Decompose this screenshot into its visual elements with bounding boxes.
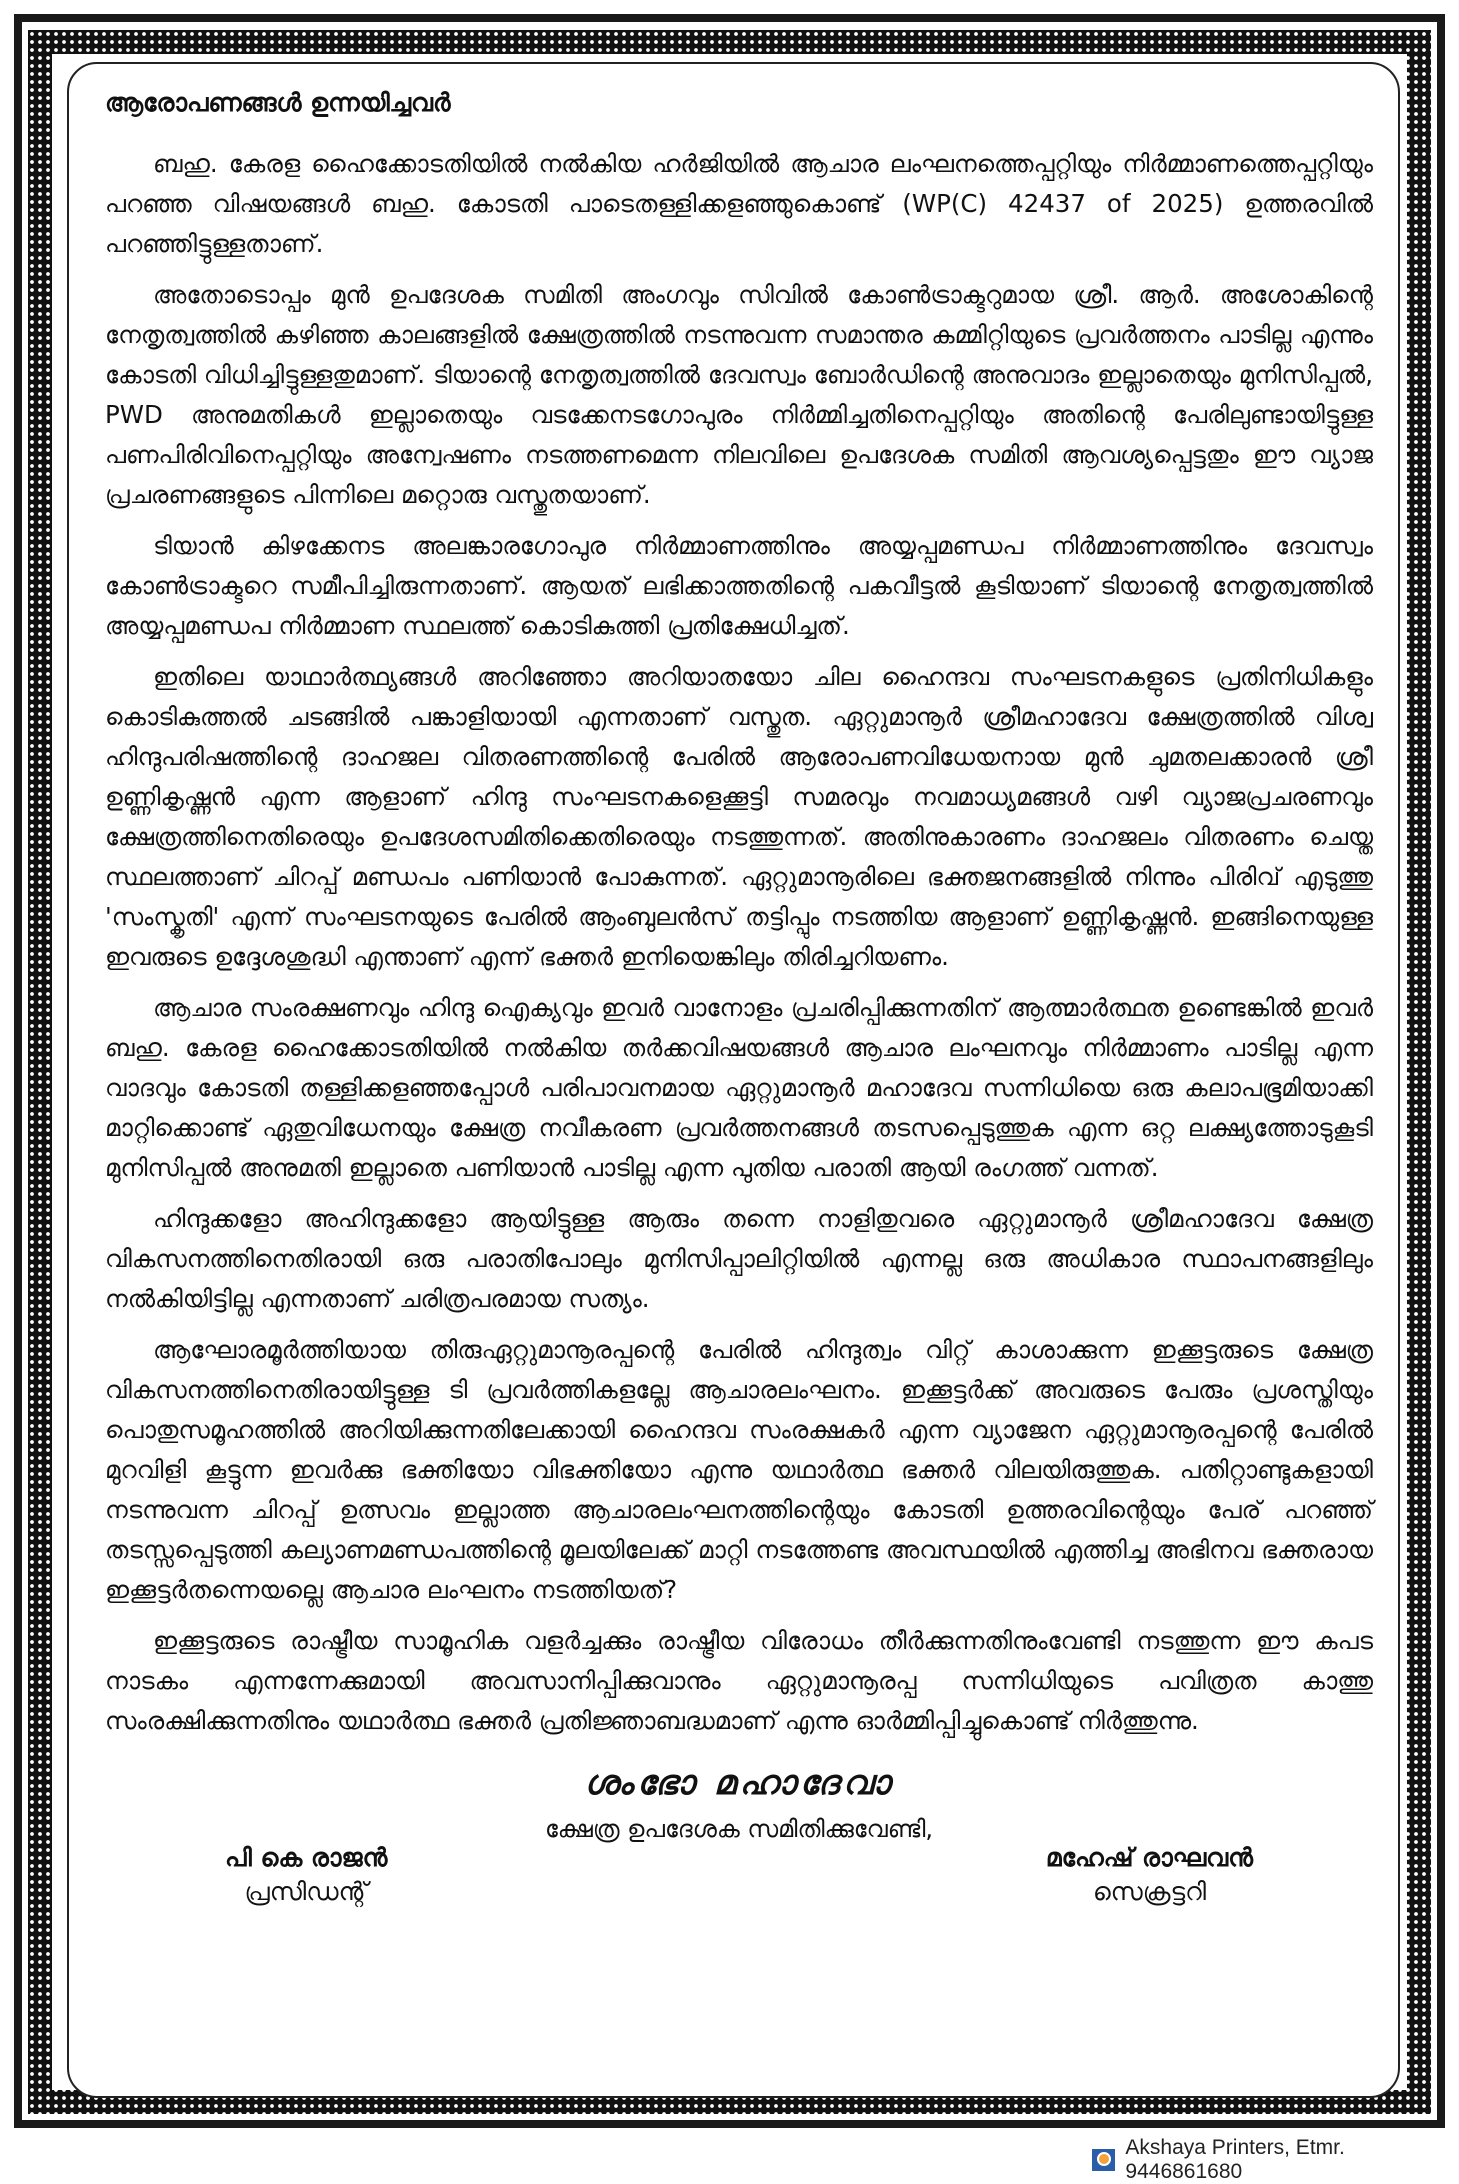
signatory-name: മഹേഷ് രാഘവൻ [1045, 1843, 1253, 1872]
signatory-president [225, 1843, 387, 1907]
paragraph: ഹിന്ദുക്കളോ അഹിന്ദുക്കളോ ആയിട്ടുള്ള ആരും തന്നെ നാളിതുവരെ ഏറ്റുമാനൂർ ശ്രീമഹാദേവ ക്ഷേത്ര വികസനത്തിനെതിരായി ഒരു പരാതിപോലും മുനിസിപ്പാലിറ്റിയിൽ എന്നല്ല ഒരു അധികാര സ്ഥാപനങ്ങളിലും നൽകിയിട്ടില്ല എന്നതാണ് ചരിത്രപരമായ സത്യം. [105, 1204, 1373, 1313]
printer-footer [1092, 2136, 1459, 2184]
signatory-role: പ്രസിഡന്റ് [244, 1877, 368, 1906]
paragraph: ഇതിലെ യാഥാർത്ഥ്യങ്ങൾ അറിഞ്ഞോ അറിയാതയോ ചില ഹൈന്ദവ സംഘടനകളുടെ പ്രതിനിധികളും കൊടികുത്തൽ ചടങ്ങിൽ പങ്കാളിയായി എന്നതാണ് വസ്തുത. ഏറ്റുമാനൂർ ശ്രീമഹാദേവ ക്ഷേത്രത്തിൽ വിശ്വ ഹിന്ദുപരിഷത്തിന്റെ ദാഹജല വിതരണത്തിന്റെ പേരിൽ ആരോപണവിധേയനായ മുൻ ചുമതലക്കാരൻ ശ്രീ ഉണ്ണികൃഷ്ണൻ എന്ന ആളാണ് ഹിന്ദു സംഘടനകളെക്കൂട്ടി സമരവും നവമാധ്യമങ്ങൾ വഴി വ്യാജപ്രചരണവും ക്ഷേത്രത്തിനെതിരെയും ഉപദേശസമിതിക്കെതിരെയും നടത്തുന്നത്. അതിനുകാരണം ദാഹജലം വിതരണം ചെയ്ത സ്ഥലത്താണ് ചിറപ്പ് മണ്ഡപം പണിയാൻ പോകുന്നത്. ഏറ്റുമാനൂരിലെ ഭക്തജനങ്ങളിൽ നിന്നും പിരിവ് എടുത്തു 'സംസ്കൃതി' എന്ന് സംഘടനയുടെ പേരിൽ ആംബുലൻസ് തട്ടിപ്പും നടത്തിയ ആളാണ് ഉണ്ണികൃഷ്ണൻ. ഇങ്ങിനെയുള്ള ഇവരുടെ ഉദ്ദേശശുദ്ധി എന്താണ് എന്ന് ഭക്തർ ഇനിയെങ്കിലും തിരിച്ചറിയണം. [105, 662, 1373, 971]
signatory-name: പി കെ രാജൻ [225, 1843, 388, 1872]
paragraph: ഇക്കൂട്ടരുടെ രാഷ്ട്രീയ സാമൂഹിക വളർച്ചക്കും രാഷ്ട്രീയ വിരോധം തീർക്കുന്നതിനുംവേണ്ടി നടത്തുന്ന ഈ കപട നാടകം എന്നന്നേക്കുമായി അവസാനിപ്പിക്കുവാനും ഏറ്റുമാനൂരപ്പ സന്നിധിയുടെ പവിത്രത കാത്തു സംരക്ഷിക്കുന്നതിനും യഥാർത്ഥ ഭക്തർ പ്രതിജ്ഞാബദ്ധമാണ് എന്നു ഓർമ്മിപ്പിച്ചുകൊണ്ട് നിർത്തുന്നു. [105, 1626, 1373, 1735]
notice-content [105, 88, 1373, 1933]
paragraph: ആഘോരമൂർത്തിയായ തിരുഏറ്റുമാനൂരപ്പന്റെ പേരിൽ ഹിന്ദുത്വം വിറ്റ് കാശാക്കുന്ന ഇക്കൂട്ടരുടെ ക്ഷേത്ര വികസനത്തിനെതിരായിട്ടുള്ള ടി പ്രവർത്തികളല്ലേ ആചാരലംഘനം. ഇക്കൂട്ടർക്ക് അവരുടെ പേരും പ്രശസ്തിയും പൊതുസമൂഹത്തിൽ അറിയിക്കുന്നതിലേക്കായി ഹൈന്ദവ സംരക്ഷകർ എന്ന വ്യാജേന ഏറ്റുമാനൂരപ്പന്റെ പേരിൽ മുറവിളി കൂട്ടുന്ന ഇവർക്കു ഭക്തിയോ വിഭക്തിയോ എന്നു യഥാർത്ഥ ഭക്തർ വിലയിരുത്തുക. പതിറ്റാണ്ടുകളായി നടന്നുവന്ന ചിറപ്പ് ഉത്സവം ഇല്ലാത്ത ആചാരലംഘനത്തിന്റെയും കോടതി ഉത്തരവിന്റെയും പേര് പറഞ്ഞ് തടസ്സപ്പെടുത്തി കല്യാണമണ്ഡപത്തിന്റെ മൂലയിലേക്ക് മാറ്റി നടത്തേണ്ട അവസ്ഥയിൽ എത്തിച്ച അഭിനവ ഭക്തരായ ഇക്കൂട്ടർതന്നെയല്ലെ ആചാര ലംഘനം നടത്തിയത്? [105, 1335, 1373, 1604]
printer-credit: Akshaya Printers, Etmr. 9446861680 [1125, 2136, 1345, 2183]
paragraph: ടിയാൻ കിഴക്കേനട അലങ്കാരഗോപുര നിർമ്മാണത്തിനും അയ്യപ്പമണ്ഡപ നിർമ്മാണത്തിനും ദേവസ്വം കോൺട്രാക്ടറെ സമീപിച്ചിരുന്നതാണ്. ആയത് ലഭിക്കാത്തതിന്റെ പകവീട്ടൽ കൂടിയാണ് ടിയാന്റെ നേതൃത്വത്തിൽ അയ്യപ്പമണ്ഡപ നിർമ്മാണ സ്ഥലത്ത് കൊടികുത്തി പ്രതിക്ഷേധിച്ചത്. [105, 531, 1373, 640]
paragraph: അതോടൊപ്പം മുൻ ഉപദേശക സമിതി അംഗവും സിവിൽ കോൺട്രാക്ടറുമായ ശ്രീ. ആർ. അശോകിന്റെ നേതൃത്വത്തിൽ കഴിഞ്ഞ കാലങ്ങളിൽ ക്ഷേത്രത്തിൽ നടന്നുവന്ന സമാന്തര കമ്മിറ്റിയുടെ പ്രവർത്തനം പാടില്ല എന്നും കോടതി വിധിച്ചിട്ടുള്ളതുമാണ്. ടിയാന്റെ നേതൃത്വത്തിൽ ദേവസ്വം ബോർഡിന്റെ അനുവാദം ഇല്ലാതെയും മുനിസിപ്പൽ, PWD അനുമതികൾ ഇല്ലാതെയും വടക്കേനടഗോപുരം നിർമ്മിച്ചതിനെപ്പറ്റിയും അതിന്റെ പേരിലുണ്ടായിട്ടുള്ള പണപിരിവിനെപ്പറ്റിയും അന്വേഷണം നടത്തണമെന്ന നിലവിലെ ഉപദേശക സമിതി ആവശ്യപ്പെട്ടതും ഈ വ്യാജ പ്രചരണങ്ങളുടെ പിന്നിലെ മറ്റൊരു വസ്തുതയാണ്. [105, 280, 1373, 509]
paragraph: ബഹു. കേരള ഹൈക്കോടതിയിൽ നൽകിയ ഹർജിയിൽ ആചാര ലംഘനത്തെപ്പറ്റിയും നിർമ്മാണത്തെപ്പറ്റിയും പറഞ്ഞ വിഷയങ്ങൾ ബഹു. കോടതി പാടെതള്ളിക്കളഞ്ഞുകൊണ്ട് (WP(C) 42437 of 2025) ഉത്തരവിൽ പറഞ്ഞിട്ടുള്ളതാണ്. [105, 149, 1373, 258]
on-behalf-line: ക്ഷേത്ര ഉപദേശക സമിതിക്കുവേണ്ടി, [544, 1815, 934, 1843]
closing-invocation: ശംഭോ മഹാദേവാ [584, 1763, 894, 1803]
signatory-role: സെക്രട്ടറി [1092, 1877, 1207, 1906]
signatory-secretary [1046, 1843, 1253, 1907]
signatures [105, 1843, 1373, 1933]
notice-title: ആരോപണങ്ങൾ ഉന്നയിച്ചവർ [105, 88, 451, 117]
paragraph: ആചാര സംരക്ഷണവും ഹിന്ദു ഐക്യവും ഇവർ വാനോളം പ്രചരിപ്പിക്കുന്നതിന് ആത്മാർത്ഥത ഉണ്ടെങ്കിൽ ഇവർ ബഹു. കേരള ഹൈക്കോടതിയിൽ നൽകിയ തർക്കവിഷയങ്ങൾ ആചാര ലംഘനവും നിർമ്മാണം പാടില്ല എന്ന വാദവും കോടതി തള്ളിക്കളഞ്ഞപ്പോൾ പരിപാവനമായ ഏറ്റുമാനൂർ മഹാദേവ സന്നിധിയെ ഒരു കലാപഭൂമിയാക്കി മാറ്റിക്കൊണ്ട് ഏതുവിധേനയും ക്ഷേത്ര നവീകരണ പ്രവർത്തനങ്ങൾ തടസപ്പെടുത്തുക എന്ന ഒറ്റ ലക്ഷ്യത്തോടുകൂടി മുനിസിപ്പൽ അനുമതി ഇല്ലാതെ പണിയാൻ പാടില്ല എന്ന പുതിയ പരാതി ആയി രംഗത്ത് വന്നത്. [105, 993, 1373, 1182]
